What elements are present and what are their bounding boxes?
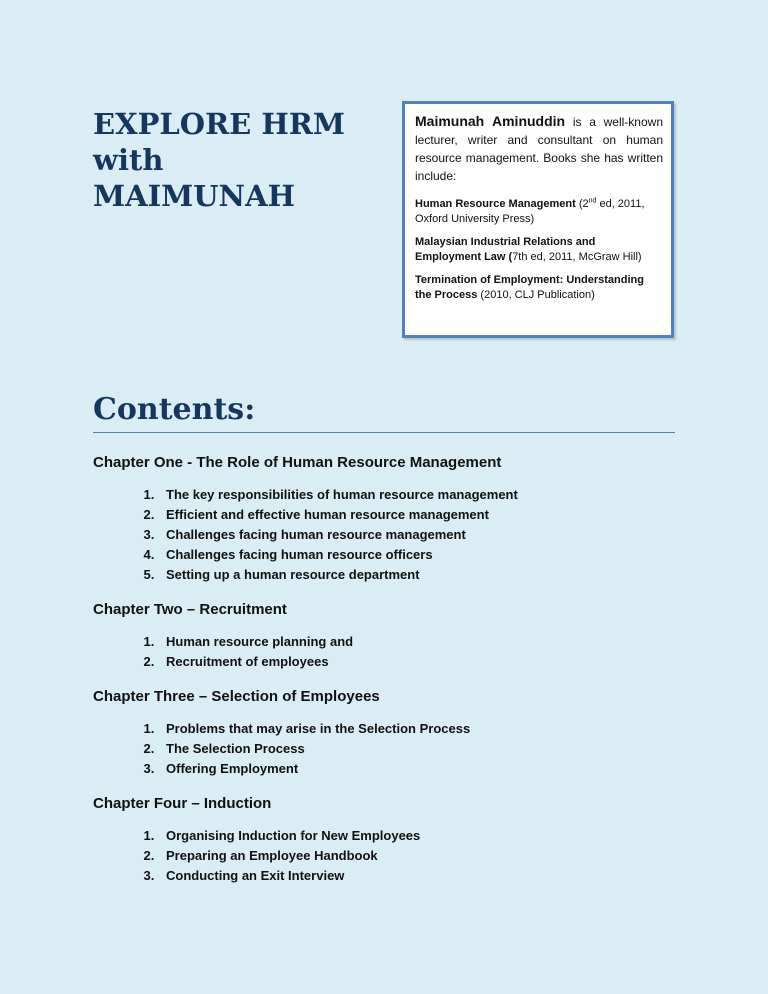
chapter-topic-list [93,826,693,886]
chapter-section [93,452,693,585]
title-line-2: with [93,143,164,177]
book-edition-suffix: nd [588,197,597,205]
chapter-topic: 1. Organising Induction for New Employees [158,826,693,846]
chapter-topic: 5. Setting up a human resource department [158,565,693,585]
author-intro-text: is a well-known lecturer, writer and consultant on human resource management. Books she has written include: [415,115,663,183]
author-info-box [402,101,674,338]
book-entry [415,197,663,227]
book-details: 7th ed, 2011, McGraw Hill) [512,251,642,263]
book-edition: (2 [575,198,589,210]
chapter-topic: 4. Challenges facing human resource officers [158,545,693,565]
chapter-topic: 3. Offering Employment [158,759,693,779]
chapter-topic-list [93,719,693,779]
book-title: Human Resource Management [415,198,576,210]
book-title: Malaysian Industrial Relations and Employment Law ( [415,236,596,263]
chapter-title: Chapter Three – Selection of Employees [93,688,380,705]
chapter-topic: 2. Recruitment of employees [158,652,693,672]
chapter-topic: 2. The Selection Process [158,739,693,759]
chapter-topic: 3. Conducting an Exit Interview [158,866,693,886]
chapter-section [93,686,693,779]
book-title: Termination of Employment: Understanding the Process [415,274,644,301]
book-entry [415,235,663,265]
chapter-section [93,599,693,672]
page-title [93,106,383,214]
book-entry [415,273,663,303]
chapter-topic: 1. Human resource planning and [158,632,693,652]
chapter-topic: 1. The key responsibilities of human resource management [158,485,693,505]
chapter-topic: 1. Problems that may arise in the Selection Process [158,719,693,739]
title-line-3: MAIMUNAH [93,179,295,213]
chapter-topic: 2. Efficient and effective human resource management [158,505,693,525]
chapter-topic-list [93,485,693,585]
chapter-title: Chapter Four – Induction [93,795,272,812]
author-intro [415,112,663,185]
book-details: ed, 2011, Oxford University Press) [415,198,645,225]
heading-divider [93,432,675,433]
chapter-topic: 2. Preparing an Employee Handbook [158,846,693,866]
chapter-topic-list [93,632,693,672]
author-name: Maimunah Aminuddin [415,113,566,129]
book-details: (2010, CLJ Publication) [477,289,595,301]
title-line-1: EXPLORE HRM [93,107,345,141]
chapter-section [93,793,693,886]
chapter-title: Chapter Two – Recruitment [93,601,287,618]
chapter-title: Chapter One - The Role of Human Resource Management [93,454,502,471]
contents-heading: Contents: [93,392,256,427]
table-of-contents [93,452,693,900]
chapter-topic: 3. Challenges facing human resource management [158,525,693,545]
